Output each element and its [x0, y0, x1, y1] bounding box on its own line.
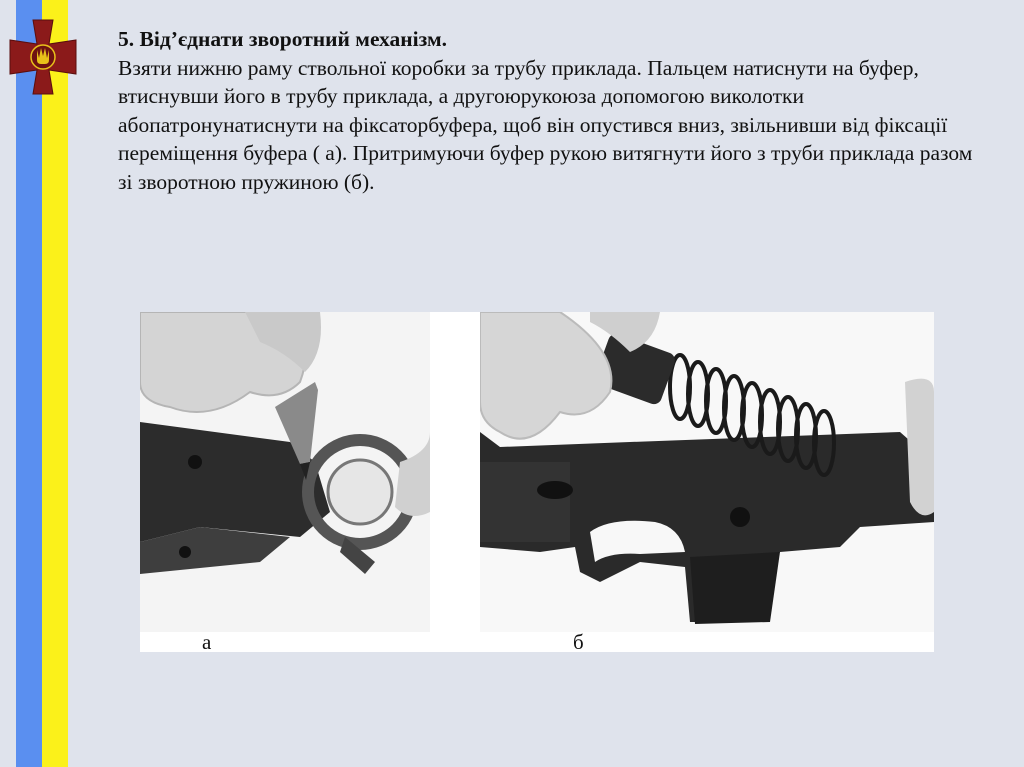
- slide-body-text: Взяти нижню раму ствольної коробки за трубу приклада. Пальцем натиснути на буфер, втиснувши його в трубу приклада, а другоюрукоюза допомогою виколотки абопатронунатиснути на фіксаторбуфера, щоб він опустився вниз, звільнивши від фіксації переміщення буфера ( а). Притримуючи буфер рукою витягнути його з труби приклада разом зі зворотною пружиною (б).: [118, 55, 973, 194]
- caption-a: а: [202, 630, 212, 654]
- caption-b: б: [573, 630, 584, 654]
- slide-text: [118, 25, 978, 197]
- armed-forces-emblem-icon: [6, 18, 80, 96]
- flag-stripe-yellow: [42, 0, 68, 767]
- slide-title: 5. Від’єднати зворотний механізм.: [118, 27, 447, 51]
- figure-panel: [140, 312, 934, 652]
- photo-buffer-retainer: [140, 312, 430, 632]
- flag-stripe-blue: [16, 0, 42, 767]
- photo-buffer-spring-removal: [480, 312, 934, 632]
